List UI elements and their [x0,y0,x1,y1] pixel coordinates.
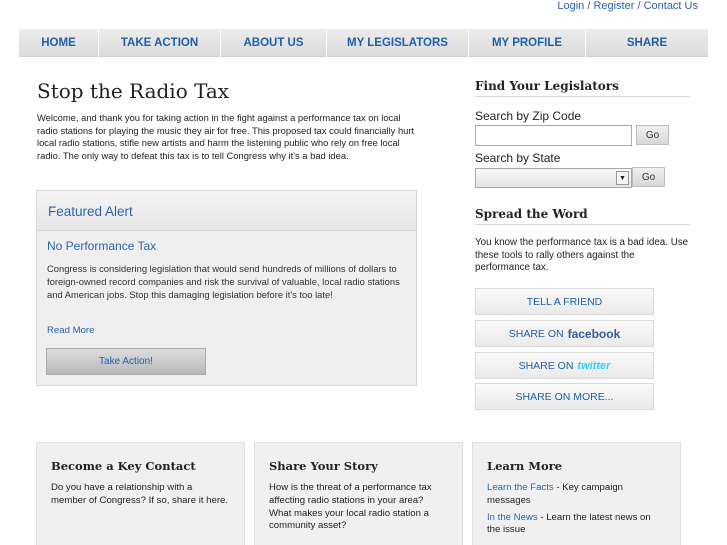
key-contact-heading: Become a Key Contact [51,459,196,473]
alert-body: Congress is considering legislation that would send hundreds of millions of dollars to foreign-owned record companies and risk the survival of valuable, local radio stations and American jobs. Stop this damaging legislation before it's too late! [47,263,400,300]
nav-share[interactable]: SHARE [626,37,668,49]
share-on-label: SHARE ON [508,327,564,340]
in-the-news-item [487,512,666,538]
contact-link[interactable]: Contact Us [643,0,698,12]
in-the-news-text: - Learn the latest news on the issue [487,511,651,536]
register-link[interactable]: Register [593,0,635,12]
share-facebook-button[interactable] [475,320,654,347]
in-the-news-link[interactable]: In the News [487,511,538,523]
share-on-label: SHARE ON [518,359,574,372]
learn-facts-link[interactable]: Learn the Facts [487,482,554,493]
spread-text: You know the performance tax is a bad idea. Use these tools to rally others against the performance tax. [475,237,689,274]
zip-label: Search by Zip Code [475,109,582,123]
facebook-logo: facebook [567,326,621,341]
spread-heading: Spread the Word [475,207,690,225]
share-story-text: How is the threat of a performance tax affecting radio stations in your area? What makes your local radio station a community asset? [269,482,432,532]
separator: / [584,0,594,12]
learn-facts-item [487,482,666,508]
page-title: Stop the Radio Tax [37,79,230,103]
share-twitter-button[interactable] [475,352,654,379]
top-links [557,0,698,13]
key-contact-text: Do you have a relationship with a member of Congress? If so, share it here. [51,482,229,506]
featured-heading: Featured Alert [37,191,416,231]
share-story-card [254,442,463,545]
zip-go-button[interactable]: Go [636,125,669,145]
share-more-button[interactable]: SHARE ON MORE... [475,383,654,410]
nav-my-legislators[interactable]: MY LEGISLATORS [327,29,469,57]
login-link[interactable]: Login [557,0,585,12]
key-contact-card [36,442,245,545]
nav-home[interactable]: HOME [19,29,99,57]
nav-about-us[interactable]: ABOUT US [221,29,327,57]
intro-text: Welcome, and thank you for taking action in the fight against a performance tax on local radio stations for playing the music they air for free. This proposed tax could financially hurt local radio stations, stifle new artists and harm the listening public who rely on free local radio. The only way to defeat this tax is to tell Congress why it's a bad idea. [37,112,415,161]
alert-title-link[interactable]: No Performance Tax [47,239,157,253]
nav-take-action[interactable]: TAKE ACTION [99,29,221,57]
separator: / [634,0,644,12]
learn-more-heading: Learn More [487,459,563,473]
state-label: Search by State [475,151,561,165]
featured-alert [36,190,417,386]
state-go-button[interactable]: Go [632,167,665,187]
learn-more-card [472,442,681,545]
take-action-button[interactable]: Take Action! [46,348,206,375]
zip-input[interactable] [475,125,632,146]
nav-my-profile[interactable]: MY PROFILE [469,29,586,57]
find-legislators-heading: Find Your Legislators [475,79,690,97]
learn-facts-text: - Key campaign messages [487,482,623,506]
dropdown-arrow-icon[interactable]: ▼ [616,171,629,185]
twitter-logo: twitter [577,359,611,372]
share-story-heading: Share Your Story [269,459,378,473]
tell-friend-button[interactable]: TELL A FRIEND [475,288,654,315]
state-select[interactable] [475,168,632,188]
main-nav [19,29,708,57]
read-more-link[interactable]: Read More [47,325,95,336]
